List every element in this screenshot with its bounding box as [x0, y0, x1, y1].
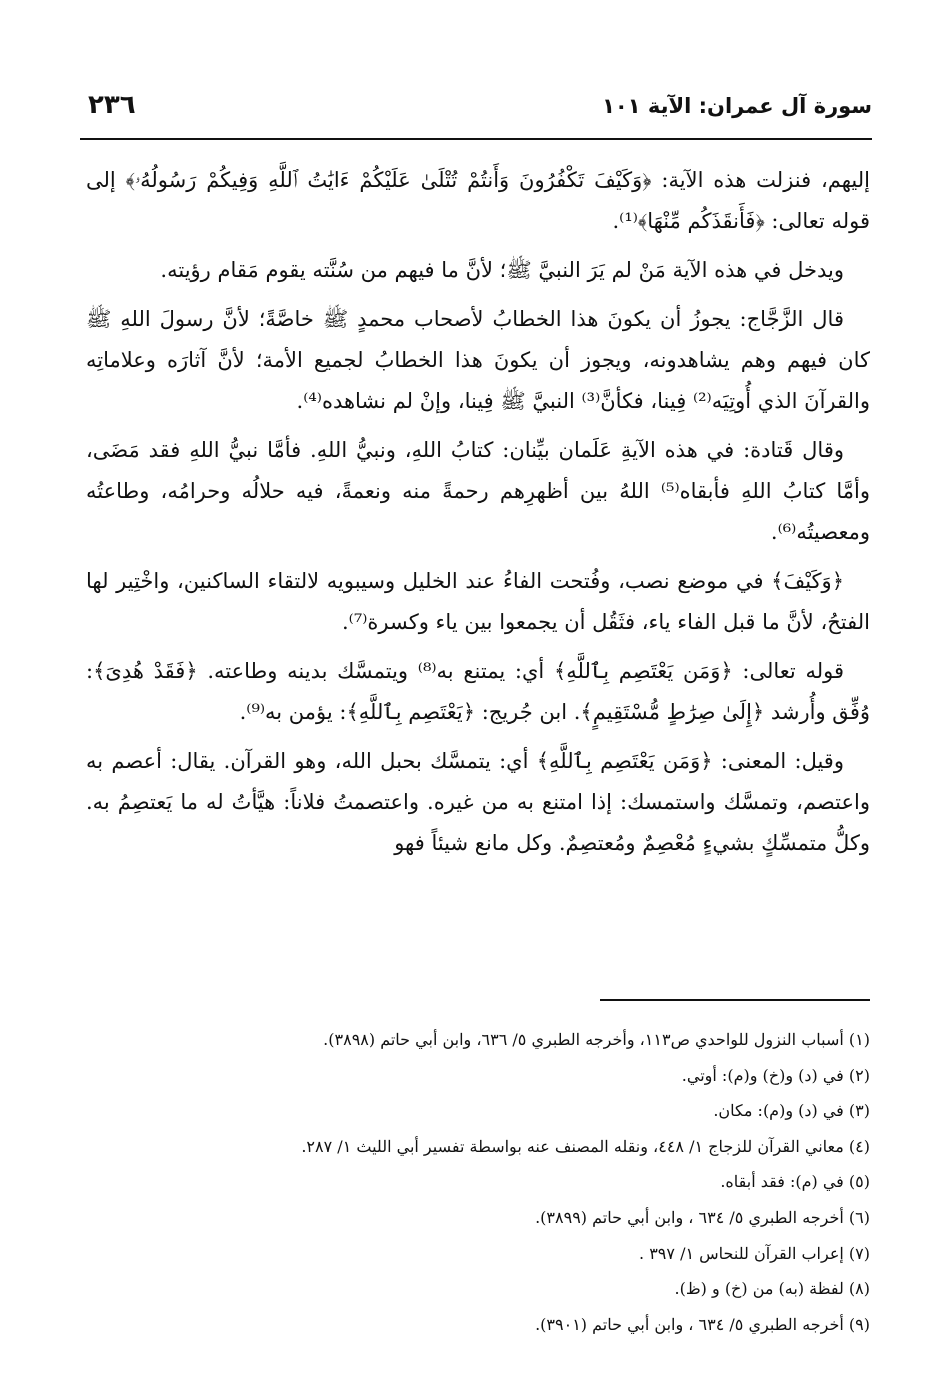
- main-text: [86, 160, 870, 872]
- paragraph-2: ويدخل في هذه الآية مَنْ لم يَرَ النبيَّ ﷺ؛ لأنَّ ما فيهم من سُنَّته يقوم مَقام رؤيته.: [160, 258, 844, 282]
- header-divider: [80, 138, 872, 140]
- footnote-7: (٧) إعراب القرآن للنحاس ١/ ٣٩٧ .: [639, 1243, 870, 1263]
- footnote-1: (١) أسباب النزول للواحدي ص١١٣، وأخرجه الطبري ٥/ ٦٣٦، وابن أبي حاتم (٣٨٩٨).: [323, 1030, 870, 1049]
- footnote-8: (٨) لفظة (به) من (خ) و (ظ).: [674, 1279, 870, 1299]
- paragraph-7: وقيل: المعنى: ﴿وَمَن يَعْتَصِم بِٱللَّهِ﴾ أي: يتمسَّك بحبل الله، وهو القرآن. يقال: أعصم به واعتصم، وتمسَّك واستمسك: إذا امتنع به من غيره. واعتصمتُ فلاناً: هيَّأتُ له ما يَعتصِمُ به. وكلُّ متمسِّكٍ بشيءٍ مُعْصِمٌ ومُعتصِمٌ. وكل مانع شيئاً فهو: [86, 749, 870, 855]
- footnote-9: (٩) أخرجه الطبري ٥/ ٦٣٤ ، وابن أبي حاتم (٣٩٠١).: [535, 1314, 870, 1334]
- footnote-2: (٢) في (د) و(خ) و(م): أوتي.: [681, 1065, 870, 1085]
- footnote-6: (٦) أخرجه الطبري ٥/ ٦٣٤ ، وابن أبي حاتم (٣٨٩٩).: [535, 1207, 870, 1227]
- page-number: ٢٣٦: [88, 90, 136, 120]
- paragraph-5: ﴿وَكَيْفَ﴾ في موضع نصب، وفُتحت الفاءُ عند الخليل وسيبويه لالتقاء الساكنين، واخْتِير لها الفتحُ، لأنَّ ما قبل الفاء ياء، فثَقُل أن يجمعوا بين ياء وكسرة⁽⁷⁾.: [86, 569, 870, 634]
- footnote-3: (٣) في (د) و(م): مكان.: [713, 1101, 870, 1121]
- footnote-5: (٥) في (م): فقد أبقاه.: [720, 1172, 870, 1192]
- running-title: سورة آل عمران: الآية ١٠١: [602, 94, 872, 118]
- paragraph-6: قوله تعالى: ﴿وَمَن يَعْتَصِم بِٱللَّهِ﴾ أي: يمتنع به⁽⁸⁾ ويتمسَّك بدينه وطاعته. ﴿فَقَدْ هُدِىَ﴾: وُفِّق وأُرشد ﴿إِلَىٰ صِرَٰطٍ مُّسْتَقِيمٍ﴾. ابن جُريج: ﴿يَعْتَصِم بِٱللَّهِ﴾: يؤمن به⁽⁹⁾.: [86, 659, 870, 724]
- page-header: [80, 88, 872, 128]
- footnotes: [86, 1022, 870, 1342]
- paragraph-3: قال الزَّجَّاج: يجوزُ أن يكونَ هذا الخطابُ لأصحاب محمدٍ ﷺ خاصَّةً؛ لأنَّ رسولَ اللهِ ﷺ كان فيهم وهم يشاهدونه، ويجوز أن يكونَ هذا الخطابُ لجميع الأمة؛ لأنَّ آثارَه وعلاماتِه والقرآنَ الذي أُوتِيَه⁽²⁾ فِينا، فكأنَّ⁽³⁾ النبيَّ ﷺ فِينا، وإنْ لم نشاهده⁽⁴⁾.: [86, 307, 870, 413]
- paragraph-1: إليهم، فنزلت هذه الآية: ﴿وَكَيْفَ تَكْفُرُونَ وَأَنتُمْ تُتْلَىٰ عَلَيْكُمْ ءَايَٰتُ ٱللَّهِ وَفِيكُمْ رَسُولُهُۥ﴾ إلى قوله تعالى: ﴿فَأَنقَذَكُم مِّنْهَا﴾⁽¹⁾.: [86, 168, 870, 233]
- paragraph-4: وقال قَتادة: في هذه الآيةِ عَلَمان بيِّنان: كتابُ اللهِ، ونبيُّ اللهِ. فأمَّا نبيُّ اللهِ فقد مَضَى، وأمَّا كتابُ اللهِ فأبقاه⁽⁵⁾ اللهُ بين أظهرِهم رحمةً منه ونعمةً، فيه حلالُه وحرامُه، وطاعتُه ومعصيتُه⁽⁶⁾.: [86, 438, 871, 544]
- footnote-divider: [600, 999, 870, 1001]
- footnote-4: (٤) معاني القرآن للزجاج ١/ ٤٤٨، ونقله المصنف عنه بواسطة تفسير أبي الليث ١/ ٢٨٧.: [301, 1136, 870, 1156]
